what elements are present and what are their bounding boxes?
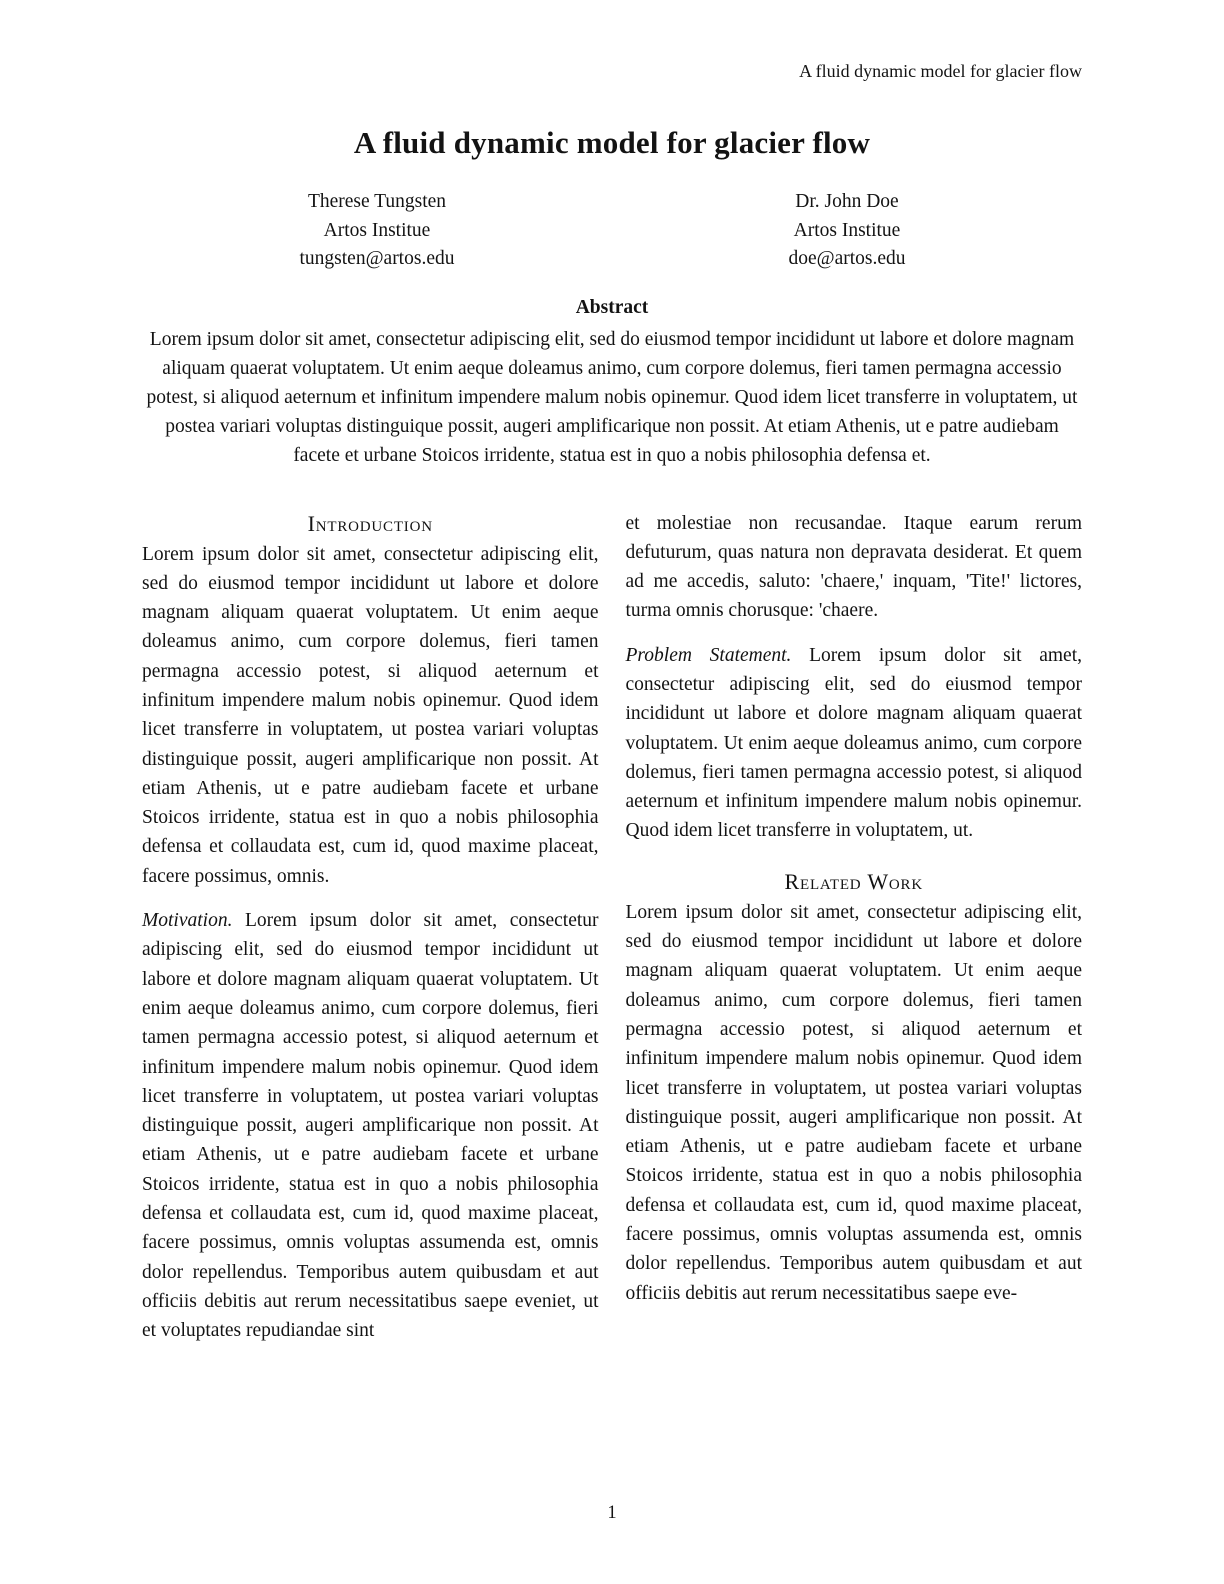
author-email: doe@artos.edu — [788, 248, 906, 269]
author-affiliation: Artos Institue — [793, 219, 901, 241]
motivation-label: Motivation. — [142, 910, 233, 932]
running-header: A fluid dynamic model for glacier flow — [799, 61, 1082, 81]
author-email: tungsten@artos.edu — [299, 248, 455, 269]
right-column — [626, 509, 1083, 1346]
two-column-body — [142, 509, 1082, 1346]
author-block — [142, 188, 612, 274]
problem-statement-label: Problem Statement. — [625, 644, 792, 666]
introduction-continuation-paragraph: et molestiae non recusandae. Itaque earum rerum defuturum, quas natura non depravata desiderat. Et quem ad me accedis, saluto: 'chaere,' inquam, 'Tite!' lictores, turma omnis chorusque: 'chaere. — [625, 512, 1082, 622]
motivation-text: Lorem ipsum dolor sit amet, consectetur adipiscing elit, sed do eiusmod tempor incididunt ut labore et dolore magnam aliquam quaerat voluptatem. Ut enim aeque doleamus animo, cum corpore dolemus, fieri tamen permagna accessio potest, si aliquod aeternum et infinitum impendere malum nobis opinemur. Quod idem licet transferre in voluptatem, ut postea variari voluptas distinguique possit, augeri amplificarique non possit. At etiam Athenis, ut e patre audiebam facete et urbane Stoicos irridente, statua est in quo a nobis philosophia defensa et collaudata est, cum id, quod maxime placeat, facere possimus, omnis voluptas assumenda est, omnis dolor repellendus. Temporibus autem quibusdam et aut officiis debitis aut rerum necessitatibus saepe eveniet, ut et voluptates repudiandae sint — [142, 910, 599, 1342]
motivation-paragraph — [142, 906, 599, 1345]
author-affiliation: Artos Institue — [323, 219, 431, 241]
abstract-heading: Abstract — [575, 296, 649, 318]
problem-statement-paragraph — [626, 641, 1083, 846]
author-list — [142, 188, 1082, 274]
introduction-paragraph: Lorem ipsum dolor sit amet, consectetur adipiscing elit, sed do eiusmod tempor incididunt ut labore et dolore magnam aliquam quaerat voluptatem. Ut enim aeque doleamus animo, cum corpore dolemus, fieri tamen permagna accessio potest, si aliquod aeternum et infinitum impendere malum nobis opinemur. Quod idem licet transferre in voluptatem, ut postea variari voluptas distinguique possit, augeri amplificarique non possit. At etiam Athenis, ut e patre audiebam facete et urbane Stoicos irridente, statua est in quo a nobis philosophia defensa et collaudata est, cum id, quod maxime placeat, facere possimus, omnis. — [142, 543, 599, 887]
problem-statement-text: Lorem ipsum dolor sit amet, consectetur adipiscing elit, sed do eiusmod tempor incididunt ut labore et dolore magnam aliquam quaerat voluptatem. Ut enim aeque doleamus animo, cum corpore dolemus, fieri tamen permagna accessio potest, si aliquod aeternum et infinitum impendere malum nobis opinemur. Quod idem licet transferre in voluptatem, ut. — [625, 644, 1083, 842]
page-number: 1 — [607, 1503, 617, 1523]
section-heading-related-work: Related Work — [784, 868, 923, 894]
paper-title: A fluid dynamic model for glacier flow — [353, 125, 871, 160]
left-column — [142, 509, 599, 1346]
author-name: Dr. John Doe — [795, 191, 899, 212]
abstract-text: Lorem ipsum dolor sit amet, consectetur adipiscing elit, sed do eiusmod tempor incididunt ut labore et dolore magnam aliquam quaerat voluptatem. Ut enim aeque doleamus animo, cum corpore dolemus, fieri tamen permagna accessio potest, si aliquod aeternum et infinitum impendere malum nobis opinemur. Quod idem licet transferre in voluptatem, ut postea variari voluptas distinguique possit, augeri amplificarique non possit. At etiam Athenis, ut e patre audiebam facete et urbane Stoicos irridente, statua est in quo a nobis philosophia defensa et. — [146, 328, 1078, 467]
section-heading-introduction: Introduction — [307, 510, 433, 536]
author-name: Therese Tungsten — [307, 191, 447, 212]
author-block — [612, 188, 1082, 274]
related-work-paragraph: Lorem ipsum dolor sit amet, consectetur adipiscing elit, sed do eiusmod tempor incididunt ut labore et dolore magnam aliquam quaerat voluptatem. Ut enim aeque doleamus animo, cum corpore dolemus, fieri tamen permagna accessio potest, si aliquod aeternum et infinitum impendere malum nobis opinemur. Quod idem licet transferre in voluptatem, ut postea variari voluptas distinguique possit, augeri amplificarique non possit. At etiam Athenis, ut e patre audiebam facete et urbane Stoicos irridente, statua est in quo a nobis philosophia defensa et collaudata est, cum id, quod maxime placeat, facere possimus, omnis voluptas assumenda est, omnis dolor repellendus. Temporibus autem quibusdam et aut officiis debitis aut rerum necessitatibus saepe eve- — [625, 901, 1082, 1304]
